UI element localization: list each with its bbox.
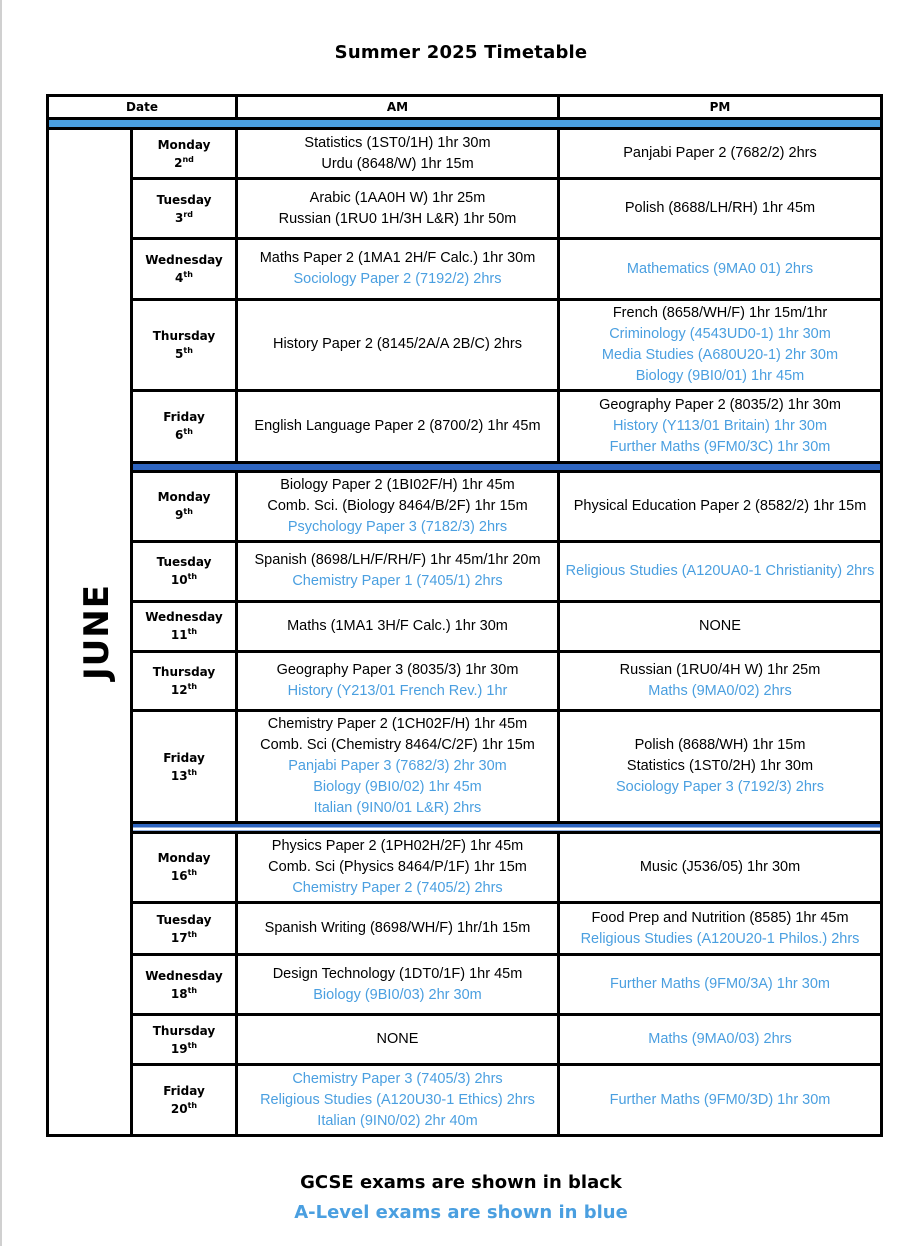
pm-exams-cell — [559, 129, 882, 179]
am-exams-cell — [237, 1065, 559, 1136]
table-row — [48, 832, 882, 903]
exam-entry: Panjabi Paper 3 (7682/3) 2hr 30m — [288, 758, 507, 775]
day-number — [135, 506, 233, 524]
am-exams-cell — [237, 391, 559, 463]
day-number — [135, 867, 233, 885]
day-number-value: 17 — [170, 930, 188, 945]
day-cell — [132, 541, 237, 601]
exam-entry: Geography Paper 2 (8035/2) 1hr 30m — [599, 396, 841, 413]
exam-entry: Panjabi Paper 2 (7682/2) 2hrs — [623, 145, 817, 162]
day-number — [135, 209, 233, 227]
day-cell — [132, 1015, 237, 1065]
exam-entry: Comb. Sci (Physics 8464/P/1F) 1hr 15m — [268, 858, 527, 875]
day-number — [135, 571, 233, 589]
day-number-suffix: th — [187, 868, 198, 878]
pm-exams-cell — [559, 391, 882, 463]
exam-entry: NONE — [376, 1031, 419, 1048]
week-separator — [48, 823, 882, 832]
am-exams-cell — [237, 541, 559, 601]
day-cell — [132, 711, 237, 823]
exam-entry: Maths Paper 2 (1MA1 2H/F Calc.) 1hr 30m — [259, 250, 536, 267]
day-name: Thursday — [152, 328, 216, 343]
exam-entry: Food Prep and Nutrition (8585) 1hr 45m — [591, 909, 849, 926]
pm-exams-cell — [559, 299, 882, 390]
pm-exams-cell — [559, 602, 882, 652]
table-row — [48, 239, 882, 299]
exam-entry: NONE — [699, 617, 741, 634]
day-number — [135, 154, 233, 172]
day-name: Monday — [157, 137, 211, 152]
day-cell — [132, 602, 237, 652]
day-cell — [132, 179, 237, 239]
pm-exams-cell — [559, 1015, 882, 1065]
exam-entry: Media Studies (A680U20-1) 2hr 30m — [601, 346, 839, 363]
day-number — [135, 269, 233, 287]
exam-entry: Spanish Writing (8698/WH/F) 1hr/1h 15m — [264, 920, 531, 937]
day-number-suffix: th — [183, 507, 193, 517]
week-separator — [48, 119, 882, 129]
pm-exams-cell — [559, 179, 882, 239]
exam-entry: Physics Paper 2 (1PH02H/2F) 1hr 45m — [271, 837, 524, 854]
exam-entry: Polish (8688/WH) 1hr 15m — [634, 737, 806, 754]
day-name: Friday — [163, 1084, 205, 1099]
day-number-value: 20 — [170, 1102, 188, 1117]
am-exams-cell — [237, 711, 559, 823]
month-cell — [48, 129, 132, 1136]
day-number-suffix: rd — [183, 209, 194, 219]
day-number-suffix: th — [187, 985, 198, 995]
day-number-value: 12 — [170, 682, 188, 697]
week-separator-bar — [132, 462, 882, 471]
exam-entry: History (Y213/01 French Rev.) 1hr — [287, 682, 508, 699]
day-number-value: 4 — [175, 271, 184, 286]
day-number-value: 11 — [170, 628, 188, 643]
day-name: Monday — [157, 851, 211, 866]
pm-exams-cell — [559, 955, 882, 1015]
exam-entry: Comb. Sci. (Biology 8464/B/2F) 1hr 15m — [267, 497, 528, 514]
am-exams-cell — [237, 651, 559, 710]
day-number — [135, 1100, 233, 1118]
exam-entry: Physical Education Paper 2 (8582/2) 1hr 15m — [573, 497, 867, 514]
exam-entry: Chemistry Paper 2 (7405/2) 2hrs — [292, 879, 503, 896]
day-cell — [132, 391, 237, 463]
day-name: Tuesday — [156, 192, 212, 207]
day-cell — [132, 472, 237, 542]
table-row — [48, 955, 882, 1015]
pm-exams-cell — [559, 711, 882, 823]
table-row — [48, 472, 882, 542]
exam-entry: Italian (9IN0/02) 2hr 40m — [317, 1112, 478, 1129]
day-number — [135, 426, 233, 444]
exam-entry: History Paper 2 (8145/2A/A 2B/C) 2hrs — [272, 336, 523, 353]
day-number-suffix: th — [187, 929, 198, 939]
exam-entry: History (Y113/01 Britain) 1hr 30m — [612, 417, 828, 434]
day-number-value: 5 — [175, 346, 184, 361]
exam-entry: Mathematics (9MA0 01) 2hrs — [626, 260, 814, 277]
day-number — [135, 985, 233, 1003]
exam-entry: French (8658/WH/F) 1hr 15m/1hr — [612, 304, 828, 321]
day-cell — [132, 129, 237, 179]
table-row — [48, 299, 882, 390]
day-number — [135, 345, 233, 363]
day-number-value: 2 — [174, 155, 183, 170]
day-number-suffix: th — [187, 767, 198, 777]
pm-exams-cell — [559, 903, 882, 955]
day-cell — [132, 1065, 237, 1136]
exam-entry: Urdu (8648/W) 1hr 15m — [321, 155, 474, 172]
table-row — [48, 651, 882, 710]
pm-exams-cell — [559, 832, 882, 903]
exam-entry: English Language Paper 2 (8700/2) 1hr 45m — [254, 417, 541, 434]
am-exams-cell — [237, 472, 559, 542]
exam-entry: Biology (9BI0/03) 2hr 30m — [313, 986, 482, 1003]
am-exams-cell — [237, 179, 559, 239]
exam-entry: Comb. Sci (Chemistry 8464/C/2F) 1hr 15m — [260, 737, 535, 754]
day-number-suffix: th — [183, 345, 193, 355]
table-row — [48, 391, 882, 463]
month-label: JUNE — [76, 584, 117, 681]
day-number-suffix: th — [183, 427, 193, 437]
day-number-suffix: th — [187, 1101, 198, 1111]
exam-entry: Russian (1RU0/4H W) 1hr 25m — [619, 661, 821, 678]
day-name: Friday — [163, 750, 205, 765]
exam-entry: Arabic (1AA0H W) 1hr 25m — [309, 189, 486, 206]
exam-entry: Biology Paper 2 (1BI02F/H) 1hr 45m — [280, 476, 515, 493]
day-name: Friday — [163, 410, 205, 425]
header-row — [48, 96, 882, 119]
day-number-value: 10 — [170, 573, 188, 588]
day-name: Wednesday — [145, 610, 223, 625]
day-number-value: 6 — [175, 428, 184, 443]
am-exams-cell — [237, 129, 559, 179]
exam-entry: Maths (1MA1 3H/F Calc.) 1hr 30m — [287, 617, 508, 634]
exam-entry: Geography Paper 3 (8035/3) 1hr 30m — [276, 661, 519, 678]
exam-entry: Music (J536/05) 1hr 30m — [639, 858, 801, 875]
exam-entry: Chemistry Paper 3 (7405/3) 2hrs — [292, 1070, 503, 1087]
am-exams-cell — [237, 832, 559, 903]
day-cell — [132, 651, 237, 710]
exam-entry: Sociology Paper 3 (7192/3) 2hrs — [616, 779, 824, 796]
table-row — [48, 129, 882, 179]
exam-entry: Further Maths (9FM0/3C) 1hr 30m — [609, 438, 831, 455]
exam-entry: Chemistry Paper 1 (7405/1) 2hrs — [292, 573, 503, 590]
day-number — [135, 626, 233, 644]
exam-entry: Religious Studies (A120U20-1 Philos.) 2hrs — [580, 930, 860, 947]
am-exams-cell — [237, 602, 559, 652]
table-row — [48, 1065, 882, 1136]
table-row — [48, 602, 882, 652]
exam-entry: Statistics (1ST0/1H) 1hr 30m — [304, 134, 491, 151]
day-number-value: 18 — [170, 986, 188, 1001]
table-row — [48, 541, 882, 601]
exam-entry: Chemistry Paper 2 (1CH02F/H) 1hr 45m — [267, 716, 528, 733]
exam-entry: Sociology Paper 2 (7192/2) 2hrs — [293, 271, 502, 288]
am-exams-cell — [237, 903, 559, 955]
exam-entry: Statistics (1ST0/2H) 1hr 30m — [626, 758, 814, 775]
exam-entry: Russian (1RU0 1H/3H L&R) 1hr 50m — [278, 210, 517, 227]
day-cell — [132, 903, 237, 955]
table-row — [48, 1015, 882, 1065]
exam-entry: Religious Studies (A120U30-1 Ethics) 2hrs — [260, 1091, 535, 1108]
day-number-suffix: th — [187, 627, 198, 637]
table-row — [48, 711, 882, 823]
week-separator-bar — [48, 119, 882, 129]
week-separator-bar — [132, 823, 882, 832]
day-cell — [132, 832, 237, 903]
day-cell — [132, 299, 237, 390]
am-exams-cell — [237, 299, 559, 390]
day-name: Tuesday — [156, 912, 212, 927]
day-name: Thursday — [152, 1023, 216, 1038]
pm-exams-cell — [559, 651, 882, 710]
am-exams-cell — [237, 1015, 559, 1065]
legend-gcse: GCSE exams are shown in black — [300, 1172, 622, 1193]
am-exams-cell — [237, 239, 559, 299]
page-title: Summer 2025 Timetable — [334, 42, 588, 63]
exam-entry: Design Technology (1DT0/1F) 1hr 45m — [272, 965, 523, 982]
exam-entry: Religious Studies (A120UA0-1 Christianity) 2hrs — [565, 562, 875, 579]
exam-entry: Biology (9BI0/02) 1hr 45m — [313, 779, 482, 796]
exam-entry: Italian (9IN0/01 L&R) 2hrs — [313, 800, 482, 817]
pm-exams-cell — [559, 541, 882, 601]
exam-entry: Criminology (4543UD0-1) 1hr 30m — [609, 325, 831, 342]
legend-alevel: A-Level exams are shown in blue — [294, 1202, 628, 1223]
pm-exams-cell — [559, 239, 882, 299]
exam-entry: Psychology Paper 3 (7182/3) 2hrs — [287, 518, 508, 535]
exam-entry: Maths (9MA0/03) 2hrs — [648, 1031, 792, 1048]
page-edge — [0, 0, 2, 1246]
pm-exams-cell — [559, 1065, 882, 1136]
exam-entry: Further Maths (9FM0/3D) 1hr 30m — [609, 1091, 831, 1108]
exam-entry: Spanish (8698/LH/F/RH/F) 1hr 45m/1hr 20m — [254, 552, 541, 569]
pm-exams-cell — [559, 472, 882, 542]
exam-entry: Maths (9MA0/02) 2hrs — [648, 682, 792, 699]
day-number — [135, 929, 233, 947]
exam-entry: Polish (8688/LH/RH) 1hr 45m — [624, 200, 816, 217]
day-number-value: 3 — [174, 210, 184, 225]
timetable-body — [48, 119, 882, 1136]
table-row — [48, 179, 882, 239]
day-number-suffix: nd — [182, 154, 194, 164]
table-row — [48, 903, 882, 955]
am-exams-cell — [237, 955, 559, 1015]
timetable — [46, 94, 883, 1137]
day-cell — [132, 955, 237, 1015]
exam-entry: Biology (9BI0/01) 1hr 45m — [635, 367, 805, 384]
day-number-value: 19 — [170, 1041, 188, 1056]
day-name: Wednesday — [145, 253, 223, 268]
week-separator — [48, 462, 882, 471]
day-name: Monday — [157, 490, 211, 505]
day-number-suffix: th — [187, 572, 198, 582]
header-am: AM — [237, 96, 559, 119]
day-number — [135, 767, 233, 785]
day-number-value: 9 — [175, 508, 184, 523]
day-number-suffix: th — [187, 681, 198, 691]
day-number-value: 13 — [170, 768, 188, 783]
header-pm: PM — [559, 96, 882, 119]
day-number-suffix: th — [187, 1040, 198, 1050]
day-name: Wednesday — [145, 968, 223, 983]
day-number — [135, 681, 233, 699]
day-name: Tuesday — [156, 555, 212, 570]
day-cell — [132, 239, 237, 299]
day-name: Thursday — [152, 664, 216, 679]
day-number-suffix: th — [183, 270, 193, 280]
day-number — [135, 1040, 233, 1058]
day-number-value: 16 — [170, 869, 188, 884]
header-date: Date — [48, 96, 237, 119]
exam-entry: Further Maths (9FM0/3A) 1hr 30m — [610, 976, 830, 993]
